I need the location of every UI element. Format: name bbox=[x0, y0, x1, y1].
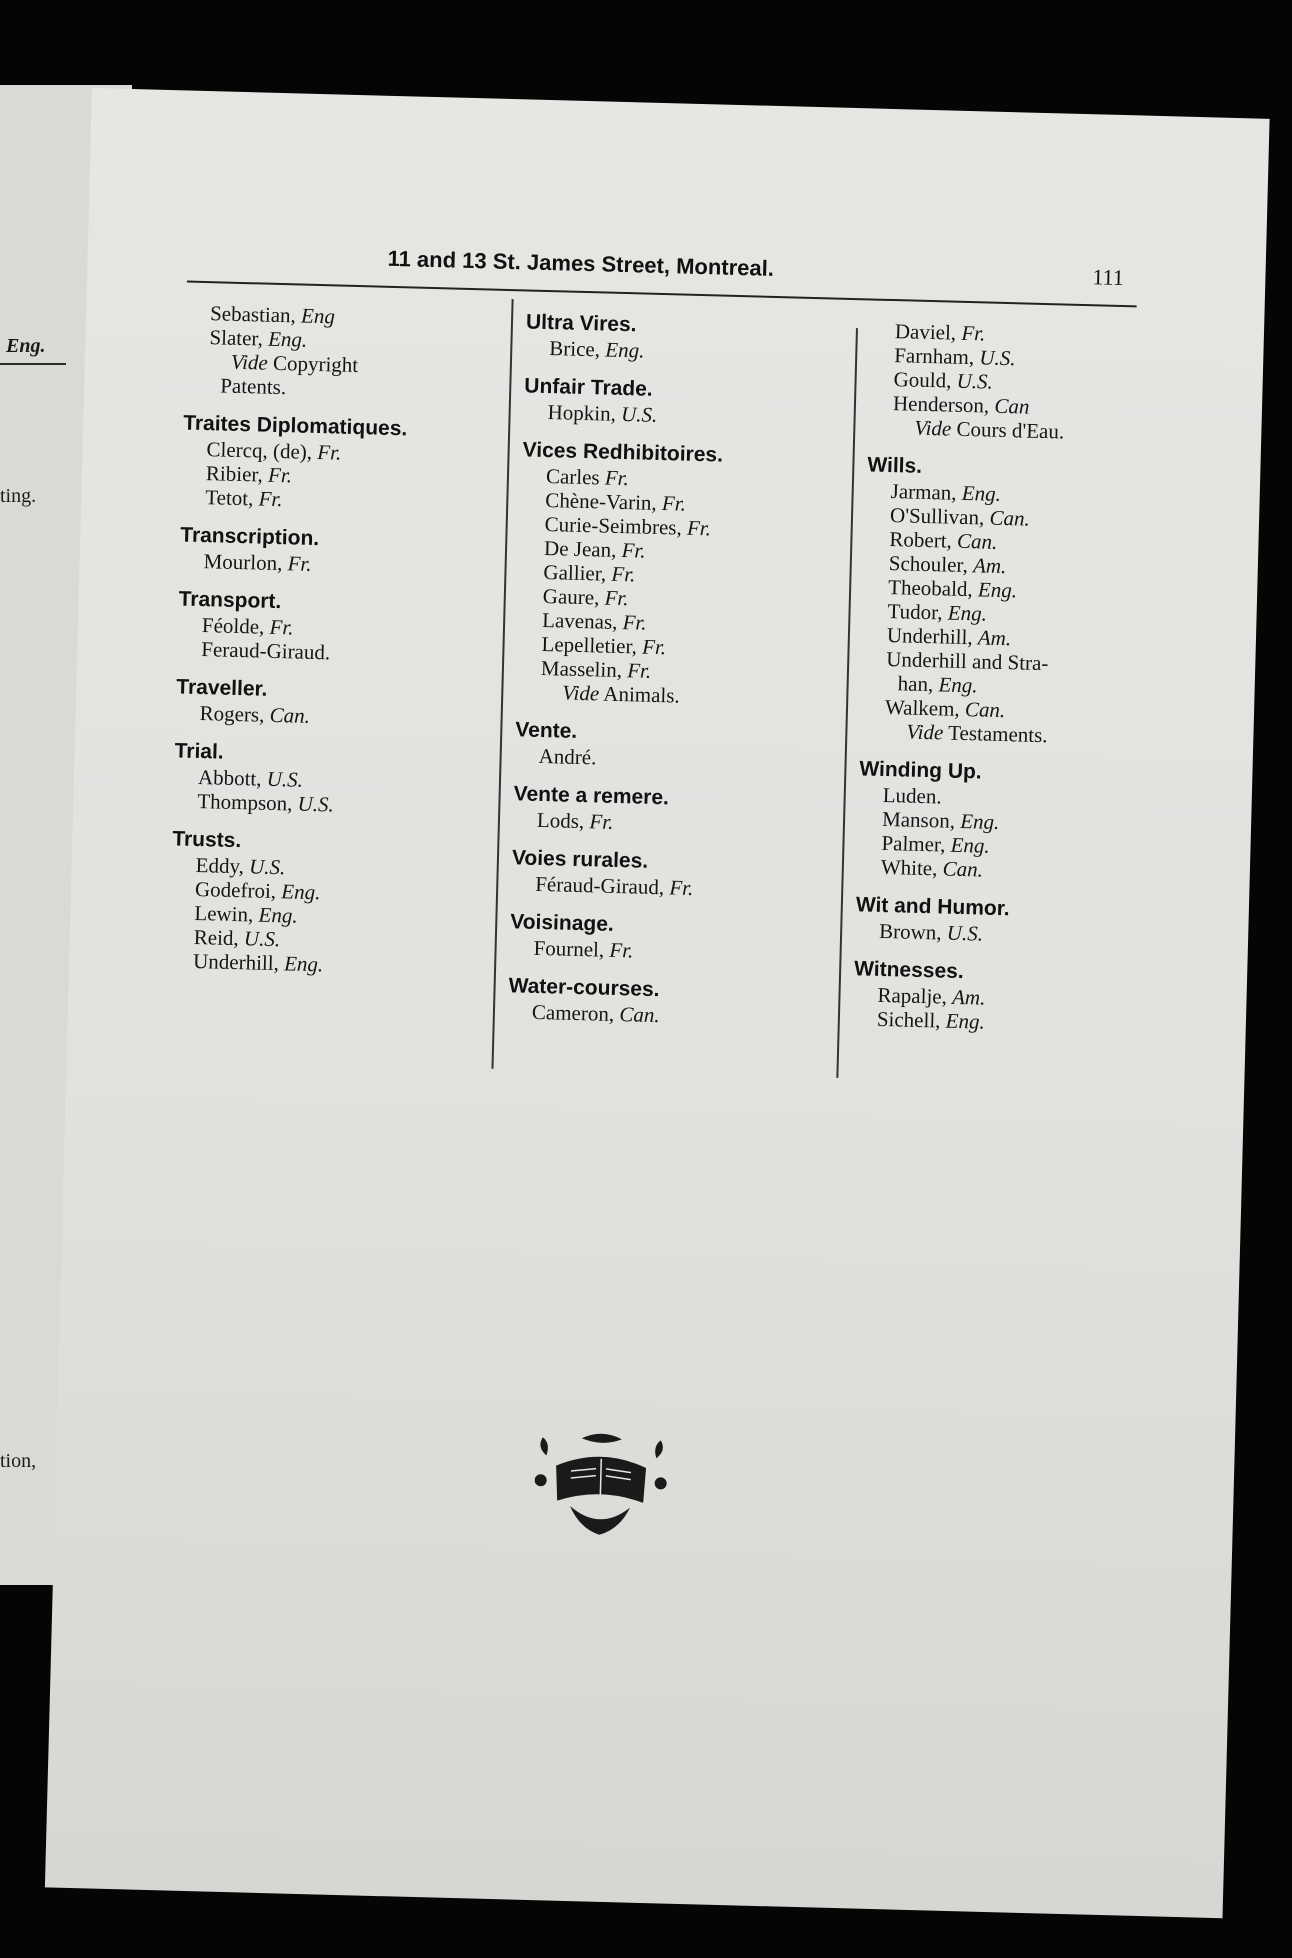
nationality: Am. bbox=[972, 553, 1007, 579]
index-entry bbox=[513, 781, 844, 840]
entry-heading: Traveller. bbox=[176, 675, 268, 701]
index-column-2 bbox=[507, 309, 856, 1045]
page-number: 111 bbox=[1092, 264, 1125, 291]
entry-heading: Traites Diplomatiques. bbox=[182, 411, 408, 441]
running-header bbox=[182, 240, 1143, 305]
nationality: Fr. bbox=[961, 320, 986, 346]
nationality: Can bbox=[994, 393, 1030, 419]
nationality: Eng. bbox=[258, 902, 298, 928]
author-name: Masselin, bbox=[540, 655, 628, 683]
author-name: Chène-Varin, bbox=[545, 488, 663, 516]
author-name: Féraud-Giraud, bbox=[535, 871, 670, 900]
author-name: Curie-Seimbres, bbox=[544, 512, 688, 540]
entry-heading: Transport. bbox=[178, 587, 282, 614]
author-name: Theobald, bbox=[887, 575, 979, 602]
nationality: Eng. bbox=[947, 600, 988, 626]
nationality: Eng. bbox=[959, 808, 1000, 834]
nationality: Can. bbox=[956, 528, 998, 554]
nationality: Fr. bbox=[669, 875, 694, 901]
nationality: Fr. bbox=[621, 538, 646, 563]
index-entry bbox=[508, 973, 839, 1032]
entry-heading: Trusts. bbox=[172, 827, 242, 853]
author-name: Tetot, bbox=[205, 485, 259, 511]
author-name: Walkem, bbox=[884, 694, 966, 722]
entry-heading: Unfair Trade. bbox=[524, 374, 653, 401]
nationality: U.S. bbox=[620, 401, 658, 427]
nationality: Eng. bbox=[938, 672, 978, 698]
entry-heading: Ultra Vires. bbox=[525, 310, 637, 337]
author-name: Godefroi, bbox=[194, 876, 282, 904]
author-name: Lods, bbox=[536, 807, 590, 834]
author-name: O'Sullivan, bbox=[889, 503, 990, 530]
nationality: Fr. bbox=[267, 462, 293, 488]
index-entry bbox=[853, 956, 1185, 1039]
author-name: Manson, bbox=[881, 806, 961, 833]
nationality: Am. bbox=[951, 984, 986, 1010]
author-name: han, bbox=[897, 671, 939, 697]
author-name: Abbott, bbox=[197, 765, 268, 791]
author-name: Brice, bbox=[549, 336, 606, 362]
nationality: U.S. bbox=[248, 854, 286, 880]
nationality: Can. bbox=[964, 697, 1006, 723]
author-name: Reid, bbox=[193, 924, 245, 951]
index-entry bbox=[525, 309, 856, 368]
index-entry bbox=[511, 845, 842, 904]
author-name: Carles bbox=[545, 464, 606, 490]
author-name: Patents. bbox=[219, 373, 287, 400]
nationality: Fr. bbox=[622, 610, 647, 635]
author-name: Sichell, bbox=[876, 1006, 947, 1033]
nationality: Fr. bbox=[604, 465, 630, 491]
author-name: Underhill, bbox=[192, 948, 285, 976]
entry-heading: Winding Up. bbox=[859, 757, 982, 784]
nationality: Fr. bbox=[287, 551, 312, 576]
index-entry bbox=[868, 318, 1201, 447]
author-name: Thompson, bbox=[197, 789, 298, 816]
nationality: Can. bbox=[989, 505, 1031, 531]
author-name: Schouler, bbox=[888, 551, 974, 578]
entry-heading: Voies rurales. bbox=[511, 846, 649, 873]
nationality: Fr. bbox=[604, 585, 629, 611]
nationality: Fr. bbox=[258, 486, 283, 512]
vide-reference: Cours d'Eau. bbox=[951, 416, 1065, 444]
index-entry bbox=[523, 373, 854, 432]
author-name: Gaure, bbox=[542, 583, 605, 610]
nationality: U.S. bbox=[946, 920, 984, 946]
nationality: Eng. bbox=[950, 832, 991, 858]
nationality: U.S. bbox=[266, 766, 304, 792]
entry-heading: Wills. bbox=[867, 453, 923, 478]
author-name: Slater, bbox=[209, 325, 269, 351]
entry-heading: Water-courses. bbox=[508, 974, 660, 1002]
book-page bbox=[45, 88, 1270, 1918]
entry-heading: Transcription. bbox=[180, 523, 320, 551]
author-name: Jarman, bbox=[890, 479, 963, 505]
index-entry bbox=[855, 892, 1186, 951]
left-fragment-text: ting. bbox=[0, 485, 37, 507]
vide-word: Vide bbox=[914, 415, 952, 441]
nationality: U.S. bbox=[243, 926, 281, 952]
index-entry bbox=[516, 437, 853, 712]
entry-heading: Vente. bbox=[515, 718, 578, 743]
nationality: Can. bbox=[942, 856, 984, 882]
index-entry bbox=[173, 738, 505, 821]
author-name: Robert, bbox=[889, 527, 958, 553]
nationality: Fr. bbox=[626, 658, 652, 683]
vide-reference: Animals. bbox=[598, 681, 681, 708]
index-entry bbox=[514, 717, 845, 776]
nationality: Can. bbox=[619, 1002, 660, 1028]
vide-reference: Copyright bbox=[267, 350, 359, 378]
nationality: Fr. bbox=[317, 440, 342, 465]
nationality: Eng. bbox=[267, 326, 308, 352]
left-fragment-text: tion, bbox=[0, 1450, 37, 1472]
nationality: Eng. bbox=[281, 879, 321, 905]
author-name: Feraud-Giraud. bbox=[201, 637, 331, 665]
author-name: Eddy, bbox=[195, 852, 250, 879]
nationality: Am. bbox=[977, 625, 1012, 651]
author-name: Farnham, bbox=[893, 343, 980, 370]
author-name: Rogers, bbox=[199, 701, 270, 727]
author-name: Gallier, bbox=[543, 559, 612, 586]
vide-word: Vide bbox=[906, 719, 944, 745]
book-ornament-icon bbox=[524, 1425, 677, 1539]
author-name: Lavenas, bbox=[541, 607, 623, 635]
author-name: Rapalje, bbox=[877, 982, 953, 1009]
nationality: Fr. bbox=[589, 809, 614, 834]
author-name: Luden. bbox=[882, 782, 942, 809]
nationality: Fr. bbox=[641, 634, 667, 660]
index-column-3 bbox=[852, 318, 1201, 1052]
author-name: Ribier, bbox=[205, 461, 269, 487]
index-entry bbox=[175, 674, 506, 733]
index-entry bbox=[179, 522, 510, 581]
author-name: Underhill and Stra- bbox=[886, 646, 1049, 676]
header-title: 11 and 13 St. James Street, Montreal. bbox=[387, 245, 775, 281]
author-name: Palmer, bbox=[881, 830, 951, 857]
nationality: Can. bbox=[269, 702, 311, 728]
entry-heading: Voisinage. bbox=[510, 910, 615, 936]
nationality: U.S. bbox=[956, 368, 994, 394]
nationality: Eng. bbox=[977, 577, 1018, 603]
author-name: Gould, bbox=[893, 367, 957, 393]
author-name: Fournel, bbox=[533, 935, 610, 962]
author-name: Lepelletier, bbox=[541, 631, 643, 659]
author-name: Sebastian, bbox=[209, 301, 302, 328]
vide-word: Vide bbox=[230, 349, 269, 375]
nationality: Eng. bbox=[945, 1008, 986, 1034]
author-name: Clercq, (de), bbox=[206, 437, 318, 465]
index-entry bbox=[509, 909, 840, 968]
nationality: Eng. bbox=[605, 337, 645, 363]
entry-heading: Vente a remere. bbox=[513, 782, 670, 810]
entry-heading: Witnesses. bbox=[853, 957, 965, 984]
author-name: Lewin, bbox=[194, 900, 259, 927]
nationality: Eng. bbox=[283, 951, 324, 977]
index-entry bbox=[184, 301, 516, 406]
nationality: U.S. bbox=[297, 791, 335, 817]
nationality: Fr. bbox=[686, 515, 712, 541]
index-entry bbox=[169, 826, 503, 981]
nationality: Eng. bbox=[961, 480, 1002, 506]
index-entry bbox=[177, 586, 509, 669]
nationality: U.S. bbox=[979, 345, 1016, 371]
author-name: Hopkin, bbox=[547, 400, 622, 426]
author-name: De Jean, bbox=[543, 535, 622, 563]
vide-word: Vide bbox=[562, 680, 600, 706]
index-entry bbox=[860, 452, 1197, 751]
author-name: White, bbox=[880, 854, 943, 881]
author-name: Underhill, bbox=[886, 623, 979, 650]
author-name: Daviel, bbox=[894, 319, 962, 345]
entry-heading: Trial. bbox=[174, 739, 224, 764]
nationality: Fr. bbox=[269, 614, 294, 640]
left-fragment-text: Eng. bbox=[6, 335, 46, 357]
author-name: Tudor, bbox=[887, 599, 949, 625]
nationality: Fr. bbox=[611, 561, 636, 587]
nationality: Eng bbox=[300, 303, 336, 329]
author-name: Cameron, bbox=[531, 999, 620, 1027]
vide-reference: Testaments. bbox=[943, 720, 1048, 748]
author-name: Brown, bbox=[878, 918, 948, 945]
author-name: Henderson, bbox=[892, 391, 995, 418]
nationality: Fr. bbox=[609, 937, 634, 963]
index-column-1 bbox=[169, 301, 517, 995]
index-entry bbox=[181, 411, 513, 518]
author-name: André. bbox=[538, 743, 597, 770]
left-page-rule bbox=[0, 363, 66, 365]
entry-heading: Vices Redhibitoires. bbox=[522, 438, 724, 467]
entry-heading: Wit and Humor. bbox=[855, 893, 1010, 921]
index-entry bbox=[857, 756, 1190, 887]
nationality: Fr. bbox=[661, 491, 687, 516]
author-name: Mourlon, bbox=[203, 549, 288, 576]
author-name: Féolde, bbox=[201, 613, 270, 639]
